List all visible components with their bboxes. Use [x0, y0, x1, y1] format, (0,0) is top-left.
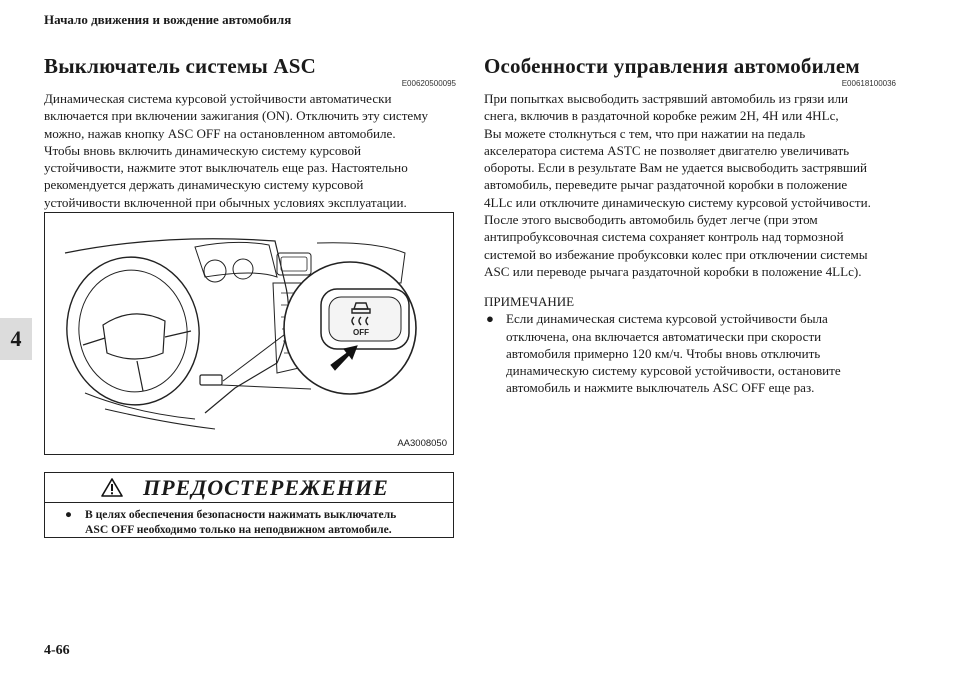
left-column — [44, 54, 456, 211]
running-header: Начало движения и вождение автомобиля — [44, 12, 292, 27]
section-code: E00620500095 — [401, 79, 456, 88]
chapter-tab: 4 — [0, 318, 32, 360]
text-line: Вы можете столкнуться с тем, что при нажатии на педаль — [484, 125, 806, 141]
note-item — [484, 310, 896, 396]
section-code: E00618100036 — [841, 79, 896, 88]
warning-body — [45, 503, 453, 537]
asc-switch-illustration — [44, 212, 454, 455]
text-line: рекомендуется держать динамическую систему курсовой — [44, 177, 364, 193]
steering-wheel — [57, 249, 208, 414]
text-line: акселератора система ASTC не позволяет двигателю увеличивать — [484, 142, 850, 158]
note-line: автомобиля примерно 120 км/ч. Чтобы вновь отключить — [506, 345, 821, 361]
text-line: снега, включив в раздаточной коробке режим 2H, 4H или 4HLc, — [484, 108, 839, 124]
text-line: 4LLc или отключите динамическую систему курсовой устойчивости. — [484, 194, 871, 210]
section-body — [44, 90, 456, 211]
page-number: 4-66 — [44, 643, 70, 658]
note-line: Если динамическая система курсовой устойчивости была — [506, 311, 828, 327]
text-line: устойчивости включенной при обычных условиях эксплуатации. — [44, 194, 407, 210]
figure-code: AA3008050 — [397, 438, 447, 449]
text-line: Динамическая система курсовой устойчивости автоматически — [44, 91, 392, 106]
text-line: ASC или переводе рычага раздаточной коробки в положение 4LLc). — [484, 263, 862, 279]
warning-header — [45, 473, 453, 503]
warning-line: ASC OFF необходимо только на неподвижном автомобиле. — [85, 523, 392, 536]
text-line: системой во избежание пробуксовки колес при отключении системы — [484, 246, 868, 262]
text-line: При попытках высвободить застрявший автомобиль из грязи или — [484, 91, 849, 106]
text-line: обороты. Если в результате Вам не удается высвободить застрявший — [484, 160, 867, 176]
switch-location — [200, 375, 222, 385]
dashboard-drawing — [45, 213, 453, 454]
section-title-asc: Выключатель системы ASC — [44, 54, 317, 78]
text-line: автомобиль, переведите рычаг раздаточной коробки в положение — [484, 177, 848, 193]
note-line: отключена, она включается автоматически при скорости — [506, 328, 822, 344]
switch-off-label: OFF — [353, 328, 369, 337]
warning-triangle-icon — [101, 478, 123, 497]
section-body — [484, 90, 896, 280]
text-line: Чтобы вновь включить динамическую систему курсовой — [44, 142, 362, 158]
text-line: устойчивости, нажмите этот выключатель еще раз. Настоятельно — [44, 160, 408, 176]
asc-off-switch — [321, 289, 409, 349]
note-line: динамическую систему курсовой устойчивости, остановите — [506, 363, 841, 379]
section-title-driving: Особенности управления автомобилем — [484, 54, 860, 78]
note-line: автомобиль и нажмите выключатель ASC OFF еще раз. — [506, 380, 815, 396]
right-column — [484, 54, 896, 397]
text-line: можно, нажав кнопку ASC OFF на остановленном автомобиле. — [44, 125, 396, 141]
text-line: После этого высвободить автомобиль будет легче (при этом — [484, 212, 818, 228]
text-line: антипробуксовочная система сохраняет контроль над тормозной — [484, 229, 844, 245]
warning-line: В целях обеспечения безопасности нажимать выключатель — [85, 508, 397, 521]
bullet-icon: ● — [65, 508, 73, 521]
text-line: включается при включении зажигания (ON). Отключить эту систему — [44, 108, 429, 124]
bullet-icon: ● — [486, 311, 494, 327]
note-label: ПРИМЕЧАНИЕ — [484, 294, 575, 310]
warning-box — [44, 472, 454, 538]
warning-title: ПРЕДОСТЕРЕЖЕНИЕ — [143, 475, 389, 500]
